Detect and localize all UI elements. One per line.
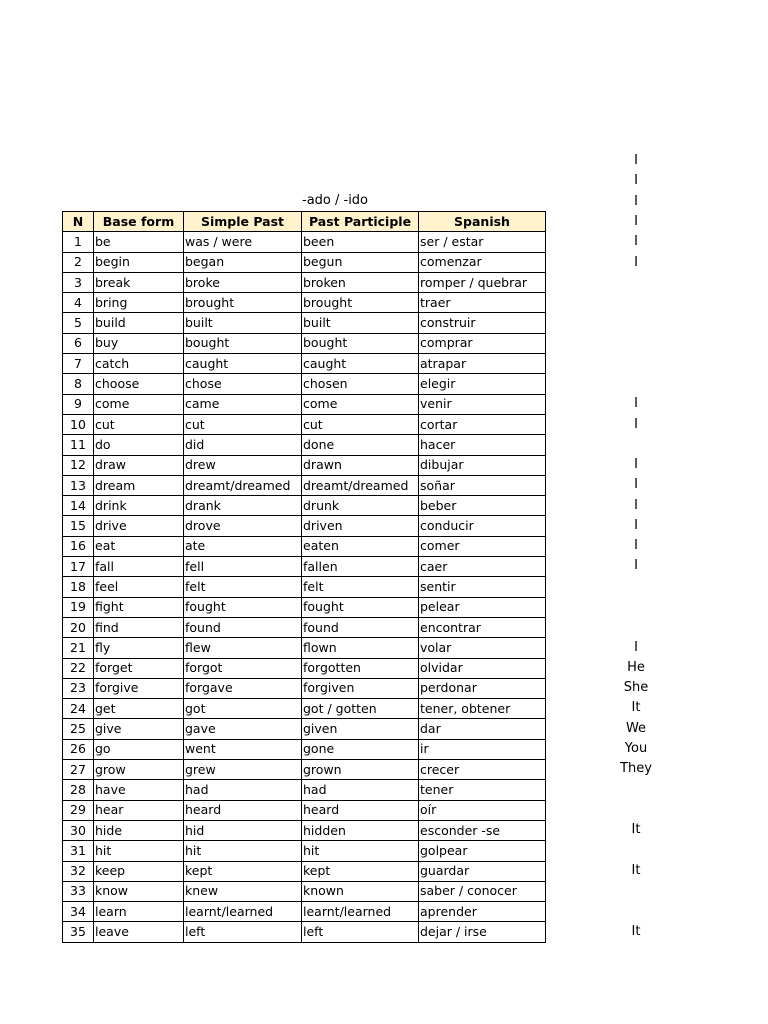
row-number: 13 — [63, 475, 94, 495]
header-simple-past: Simple Past — [184, 212, 302, 232]
header-n: N — [63, 212, 94, 232]
base-form-cell: break — [94, 272, 184, 292]
pronoun-label: I — [634, 153, 638, 168]
table-row — [63, 638, 546, 658]
base-form-cell: fight — [94, 597, 184, 617]
simple-past-cell: learnt/learned — [184, 902, 302, 922]
pronoun-label: It — [631, 863, 641, 878]
past-participle-cell: forgiven — [302, 678, 419, 698]
table-row — [63, 516, 546, 536]
spanish-cell: caer — [419, 557, 546, 577]
spanish-cell: volar — [419, 638, 546, 658]
simple-past-cell: grew — [184, 760, 302, 780]
pronoun-label: I — [634, 477, 638, 492]
past-participle-cell: driven — [302, 516, 419, 536]
pronoun-label: I — [634, 194, 638, 209]
pronoun-label: It — [631, 700, 641, 715]
base-form-cell: get — [94, 699, 184, 719]
row-number: 32 — [63, 861, 94, 881]
past-participle-cell: forgotten — [302, 658, 419, 678]
row-number: 14 — [63, 496, 94, 516]
past-participle-cell: drunk — [302, 496, 419, 516]
row-number: 26 — [63, 739, 94, 759]
row-number: 25 — [63, 719, 94, 739]
base-form-cell: go — [94, 739, 184, 759]
table-row — [63, 313, 546, 333]
pronoun-label: I — [634, 173, 638, 188]
spanish-cell: tener — [419, 780, 546, 800]
simple-past-cell: gave — [184, 719, 302, 739]
row-number: 23 — [63, 678, 94, 698]
pronoun-label: We — [625, 721, 647, 736]
row-number: 9 — [63, 394, 94, 414]
pronoun-label: I — [634, 255, 638, 270]
table-row — [63, 699, 546, 719]
row-number: 21 — [63, 638, 94, 658]
simple-past-cell: came — [184, 394, 302, 414]
past-participle-cell: hit — [302, 841, 419, 861]
row-number: 15 — [63, 516, 94, 536]
base-form-cell: leave — [94, 922, 184, 942]
spanish-cell: dejar / irse — [419, 922, 546, 942]
simple-past-cell: found — [184, 617, 302, 637]
table-caption: -ado / -ido — [302, 193, 369, 208]
row-number: 20 — [63, 617, 94, 637]
pronoun-label: I — [634, 214, 638, 229]
spanish-cell: golpear — [419, 841, 546, 861]
spanish-cell: comer — [419, 536, 546, 556]
base-form-cell: learn — [94, 902, 184, 922]
past-participle-cell: gone — [302, 739, 419, 759]
table-row — [63, 739, 546, 759]
row-number: 27 — [63, 760, 94, 780]
base-form-cell: bring — [94, 293, 184, 313]
row-number: 10 — [63, 414, 94, 434]
pronoun-label: I — [634, 558, 638, 573]
past-participle-cell: felt — [302, 577, 419, 597]
past-participle-cell: fallen — [302, 557, 419, 577]
past-participle-cell: grown — [302, 760, 419, 780]
spanish-cell: soñar — [419, 475, 546, 495]
table-row — [63, 617, 546, 637]
pronoun-label: It — [631, 924, 641, 939]
base-form-cell: catch — [94, 354, 184, 374]
row-number: 12 — [63, 455, 94, 475]
base-form-cell: do — [94, 435, 184, 455]
row-number: 17 — [63, 557, 94, 577]
spanish-cell: perdonar — [419, 678, 546, 698]
spanish-cell: hacer — [419, 435, 546, 455]
table-row — [63, 333, 546, 353]
simple-past-cell: left — [184, 922, 302, 942]
simple-past-cell: heard — [184, 800, 302, 820]
base-form-cell: have — [94, 780, 184, 800]
table-row — [63, 577, 546, 597]
pronoun-label: You — [624, 741, 648, 756]
past-participle-cell: eaten — [302, 536, 419, 556]
past-participle-cell: found — [302, 617, 419, 637]
pronoun-label: I — [634, 457, 638, 472]
base-form-cell: hit — [94, 841, 184, 861]
past-participle-cell: come — [302, 394, 419, 414]
base-form-cell: drink — [94, 496, 184, 516]
table-row — [63, 536, 546, 556]
base-form-cell: drive — [94, 516, 184, 536]
simple-past-cell: ate — [184, 536, 302, 556]
pronoun-label: They — [620, 761, 652, 776]
table-row — [63, 881, 546, 901]
row-number: 30 — [63, 820, 94, 840]
spanish-cell: encontrar — [419, 617, 546, 637]
spanish-cell: guardar — [419, 861, 546, 881]
table-row — [63, 922, 546, 942]
table-row — [63, 232, 546, 252]
pronoun-label: I — [634, 417, 638, 432]
row-number: 1 — [63, 232, 94, 252]
base-form-cell: forget — [94, 658, 184, 678]
base-form-cell: eat — [94, 536, 184, 556]
table-row — [63, 252, 546, 272]
row-number: 7 — [63, 354, 94, 374]
table-row — [63, 658, 546, 678]
pronoun-label: I — [634, 396, 638, 411]
past-participle-cell: chosen — [302, 374, 419, 394]
base-form-cell: know — [94, 881, 184, 901]
table-row — [63, 760, 546, 780]
simple-past-cell: fought — [184, 597, 302, 617]
base-form-cell: give — [94, 719, 184, 739]
simple-past-cell: began — [184, 252, 302, 272]
row-number: 24 — [63, 699, 94, 719]
row-number: 18 — [63, 577, 94, 597]
base-form-cell: cut — [94, 414, 184, 434]
row-number: 6 — [63, 333, 94, 353]
simple-past-cell: brought — [184, 293, 302, 313]
simple-past-cell: got — [184, 699, 302, 719]
table-row — [63, 435, 546, 455]
base-form-cell: begin — [94, 252, 184, 272]
simple-past-cell: did — [184, 435, 302, 455]
spanish-cell: cortar — [419, 414, 546, 434]
base-form-cell: fly — [94, 638, 184, 658]
pronoun-label: I — [634, 498, 638, 513]
pronoun-label: I — [634, 640, 638, 655]
past-participle-cell: built — [302, 313, 419, 333]
row-number: 11 — [63, 435, 94, 455]
table-row — [63, 496, 546, 516]
spanish-cell: traer — [419, 293, 546, 313]
row-number: 35 — [63, 922, 94, 942]
pronoun-label: I — [634, 518, 638, 533]
row-number: 8 — [63, 374, 94, 394]
spanish-cell: oír — [419, 800, 546, 820]
pronoun-label: He — [627, 660, 645, 675]
row-number: 3 — [63, 272, 94, 292]
base-form-cell: hide — [94, 820, 184, 840]
past-participle-cell: cut — [302, 414, 419, 434]
base-form-cell: choose — [94, 374, 184, 394]
table-row — [63, 272, 546, 292]
past-participle-cell: given — [302, 719, 419, 739]
past-participle-cell: hidden — [302, 820, 419, 840]
spanish-cell: elegir — [419, 374, 546, 394]
past-participle-cell: dreamt/dreamed — [302, 475, 419, 495]
base-form-cell: hear — [94, 800, 184, 820]
base-form-cell: forgive — [94, 678, 184, 698]
irregular-verbs-table — [62, 211, 546, 943]
spanish-cell: ser / estar — [419, 232, 546, 252]
pronoun-label: She — [623, 680, 649, 695]
spanish-cell: pelear — [419, 597, 546, 617]
table-row — [63, 414, 546, 434]
past-participle-cell: known — [302, 881, 419, 901]
table-row — [63, 455, 546, 475]
past-participle-cell: heard — [302, 800, 419, 820]
table-row — [63, 678, 546, 698]
base-form-cell: draw — [94, 455, 184, 475]
past-participle-cell: had — [302, 780, 419, 800]
simple-past-cell: was / were — [184, 232, 302, 252]
past-participle-cell: left — [302, 922, 419, 942]
spanish-cell: ir — [419, 739, 546, 759]
row-number: 19 — [63, 597, 94, 617]
simple-past-cell: cut — [184, 414, 302, 434]
pronoun-label: I — [634, 234, 638, 249]
past-participle-cell: brought — [302, 293, 419, 313]
row-number: 22 — [63, 658, 94, 678]
spanish-cell: aprender — [419, 902, 546, 922]
simple-past-cell: drove — [184, 516, 302, 536]
row-number: 28 — [63, 780, 94, 800]
spanish-cell: construir — [419, 313, 546, 333]
simple-past-cell: chose — [184, 374, 302, 394]
header-row — [63, 212, 546, 232]
simple-past-cell: broke — [184, 272, 302, 292]
table-row — [63, 354, 546, 374]
base-form-cell: build — [94, 313, 184, 333]
past-participle-cell: done — [302, 435, 419, 455]
spanish-cell: tener, obtener — [419, 699, 546, 719]
simple-past-cell: had — [184, 780, 302, 800]
spanish-cell: dibujar — [419, 455, 546, 475]
past-participle-cell: begun — [302, 252, 419, 272]
row-number: 34 — [63, 902, 94, 922]
simple-past-cell: knew — [184, 881, 302, 901]
past-participle-cell: kept — [302, 861, 419, 881]
header-past-participle: Past Participle — [302, 212, 419, 232]
past-participle-cell: bought — [302, 333, 419, 353]
simple-past-cell: dreamt/dreamed — [184, 475, 302, 495]
spanish-cell: olvidar — [419, 658, 546, 678]
simple-past-cell: caught — [184, 354, 302, 374]
pronoun-label: I — [634, 538, 638, 553]
spanish-cell: crecer — [419, 760, 546, 780]
table-row — [63, 557, 546, 577]
past-participle-cell: fought — [302, 597, 419, 617]
simple-past-cell: fell — [184, 557, 302, 577]
spanish-cell: venir — [419, 394, 546, 414]
table-row — [63, 780, 546, 800]
past-participle-cell: drawn — [302, 455, 419, 475]
spanish-cell: sentir — [419, 577, 546, 597]
pronoun-label: It — [631, 822, 641, 837]
row-number: 5 — [63, 313, 94, 333]
simple-past-cell: went — [184, 739, 302, 759]
spanish-cell: esconder -se — [419, 820, 546, 840]
table-row — [63, 861, 546, 881]
simple-past-cell: forgave — [184, 678, 302, 698]
past-participle-cell: got / gotten — [302, 699, 419, 719]
row-number: 29 — [63, 800, 94, 820]
table-row — [63, 841, 546, 861]
spanish-cell: romper / quebrar — [419, 272, 546, 292]
base-form-cell: keep — [94, 861, 184, 881]
simple-past-cell: hid — [184, 820, 302, 840]
table-row — [63, 719, 546, 739]
simple-past-cell: kept — [184, 861, 302, 881]
base-form-cell: buy — [94, 333, 184, 353]
base-form-cell: dream — [94, 475, 184, 495]
spanish-cell: saber / conocer — [419, 881, 546, 901]
table-row — [63, 293, 546, 313]
row-number: 4 — [63, 293, 94, 313]
row-number: 31 — [63, 841, 94, 861]
base-form-cell: come — [94, 394, 184, 414]
table-row — [63, 902, 546, 922]
simple-past-cell: built — [184, 313, 302, 333]
simple-past-cell: flew — [184, 638, 302, 658]
simple-past-cell: drew — [184, 455, 302, 475]
table-row — [63, 800, 546, 820]
past-participle-cell: broken — [302, 272, 419, 292]
table-row — [63, 475, 546, 495]
table-row — [63, 374, 546, 394]
table-row — [63, 597, 546, 617]
simple-past-cell: drank — [184, 496, 302, 516]
past-participle-cell: flown — [302, 638, 419, 658]
row-number: 16 — [63, 536, 94, 556]
base-form-cell: fall — [94, 557, 184, 577]
past-participle-cell: been — [302, 232, 419, 252]
past-participle-cell: caught — [302, 354, 419, 374]
simple-past-cell: felt — [184, 577, 302, 597]
header-spanish: Spanish — [419, 212, 546, 232]
simple-past-cell: forgot — [184, 658, 302, 678]
spanish-cell: comprar — [419, 333, 546, 353]
spanish-cell: atrapar — [419, 354, 546, 374]
base-form-cell: find — [94, 617, 184, 637]
past-participle-cell: learnt/learned — [302, 902, 419, 922]
spanish-cell: dar — [419, 719, 546, 739]
simple-past-cell: bought — [184, 333, 302, 353]
table-row — [63, 820, 546, 840]
row-number: 33 — [63, 881, 94, 901]
base-form-cell: be — [94, 232, 184, 252]
spanish-cell: comenzar — [419, 252, 546, 272]
spanish-cell: conducir — [419, 516, 546, 536]
spanish-cell: beber — [419, 496, 546, 516]
simple-past-cell: hit — [184, 841, 302, 861]
table-row — [63, 394, 546, 414]
base-form-cell: grow — [94, 760, 184, 780]
row-number: 2 — [63, 252, 94, 272]
base-form-cell: feel — [94, 577, 184, 597]
header-base-form: Base form — [94, 212, 184, 232]
